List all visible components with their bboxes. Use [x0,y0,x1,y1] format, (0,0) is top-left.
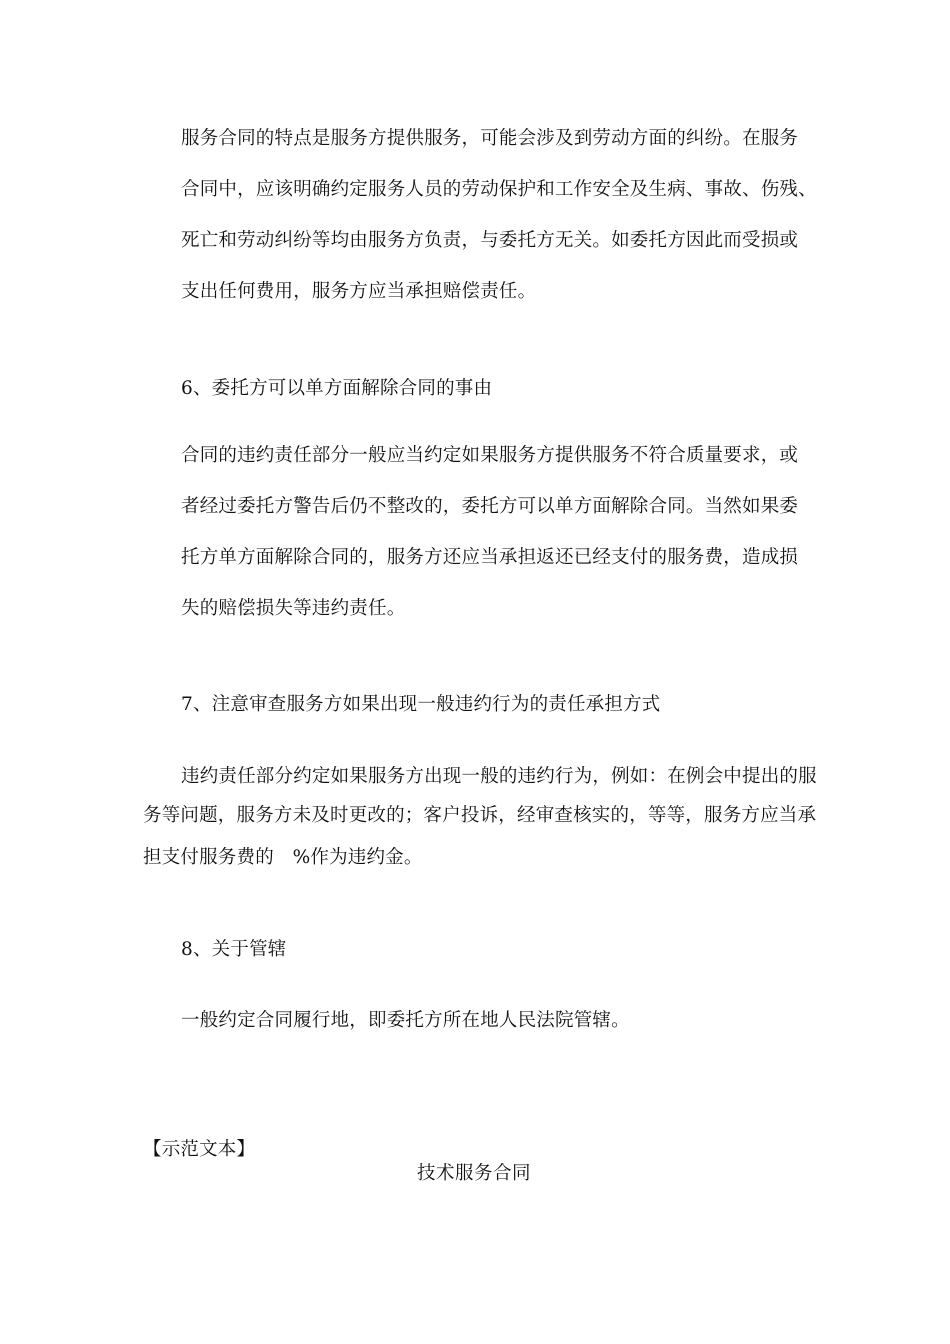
section-heading-7: 7、注意审查服务方如果出现一般违约行为的责任承担方式 [181,694,661,715]
section-heading-8: 8、关于管辖 [181,939,287,960]
paragraph-line: 失的赔偿损失等违约责任。 [181,598,406,619]
paragraph-line: 担支付服务费的 %作为违约金。 [143,847,423,868]
paragraph-line: 死亡和劳动纠纷等均由服务方负责，与委托方无关。如委托方因此而受损或 [181,230,799,251]
document-title: 技术服务合同 [417,1163,532,1184]
paragraph-line: 服务合同的特点是服务方提供服务，可能会涉及到劳动方面的纠纷。在服务 [181,128,799,149]
sample-text-label: 【示范文本】 [143,1139,256,1160]
paragraph-line: 托方单方面解除合同的，服务方还应当承担返还已经支付的服务费，造成损 [181,547,799,568]
paragraph-line: 违约责任部分约定如果服务方出现一般的违约行为，例如：在例会中提出的服 [181,766,817,787]
paragraph-line: 一般约定合同履行地，即委托方所在地人民法院管辖。 [181,1010,630,1031]
paragraph-line: 支出任何费用，服务方应当承担赔偿责任。 [181,281,537,302]
paragraph-line: 务等问题，服务方未及时更改的；客户投诉，经审查核实的，等等，服务方应当承 [143,805,817,826]
paragraph-line: 者经过委托方警告后仍不整改的，委托方可以单方面解除合同。当然如果委 [181,496,799,517]
paragraph-line: 合同中，应该明确约定服务人员的劳动保护和工作安全及生病、事故、伤残、 [181,179,817,200]
paragraph-line: 合同的违约责任部分一般应当约定如果服务方提供服务不符合质量要求，或 [181,445,799,466]
section-heading-6: 6、委托方可以单方面解除合同的事由 [181,378,493,399]
